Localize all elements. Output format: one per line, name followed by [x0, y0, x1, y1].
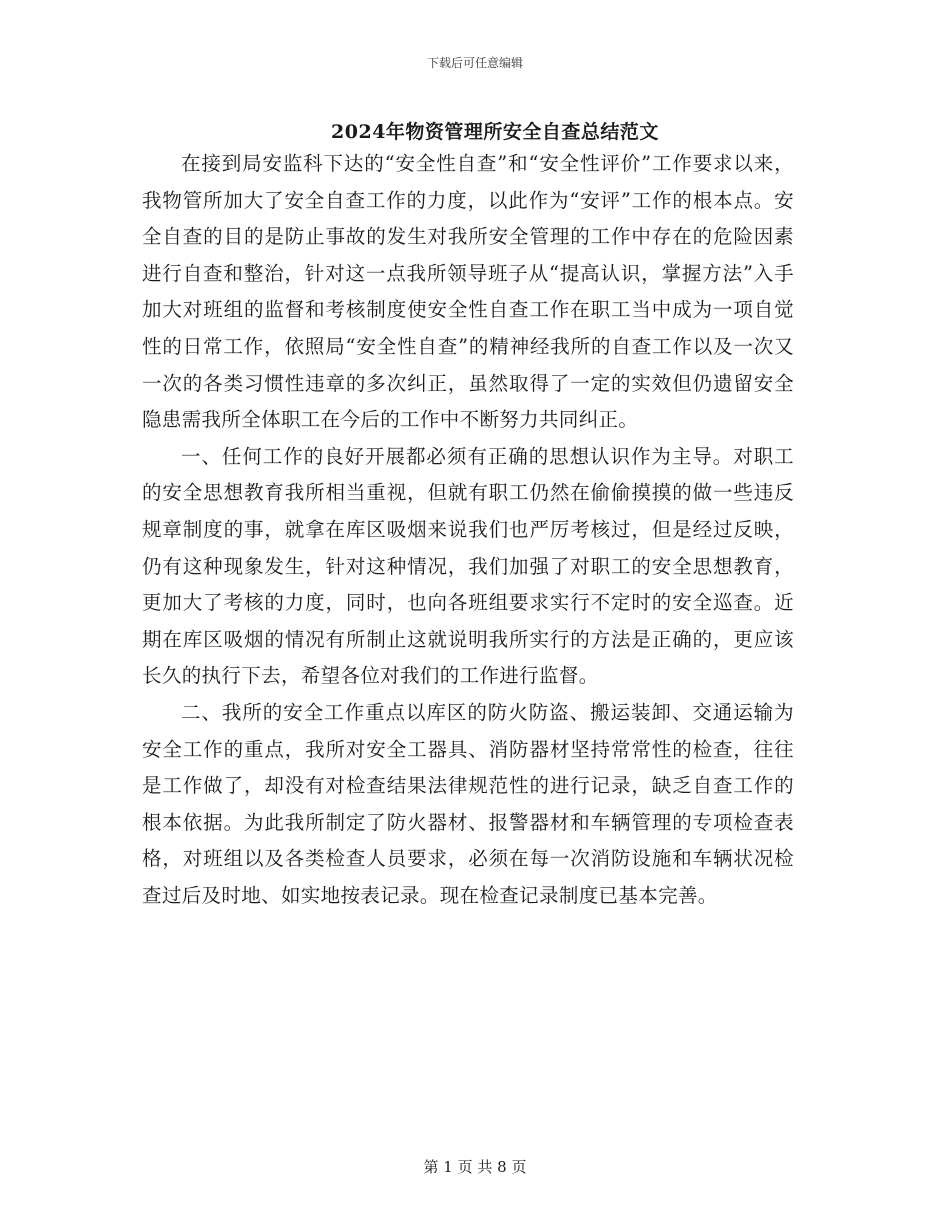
header-note: 下载后可任意编辑 [426, 56, 523, 70]
paragraph-intro: 在接到局安监科下达的“安全性自查”和“安全性评价”工作要求以来，我物管所加大了安全自查工作的力度，以此作为“安评”工作的根本点。安全自查的目的是防止事故的发生对我所安全管理的工作中存在的危险因素进行自查和整治，针对这一点我所领导班子从“提高认识，掌握方法”入手加大对班组的监督和考核制度使安全性自查工作在职工当中成为一项自觉性的日常工作，依照局“安全性自查”的精神经我所的自查工作以及一次又一次的各类习惯性违章的多次纠正，虽然取得了一定的实效但仍遗留安全隐患需我所全体职工在今后的工作中不断努力共同纠正。 [142, 152, 794, 432]
paragraph-section-2: 二、我所的安全工作重点以库区的防火防盗、搬运装卸、交通运输为安全工作的重点，我所对安全工器具、消防器材坚持常常性的检查，往往是工作做了，却没有对检查结果法律规范性的进行记录，缺乏自查工作的根本依据。为此我所制定了防火器材、报警器材和车辆管理的专项检查表格，对班组以及各类检查人员要求，必须在每一次消防设施和车辆状况检查过后及时地、如实地按表记录。现在检查记录制度已基本完善。 [142, 700, 794, 907]
paragraph-section-1: 一、任何工作的良好开展都必须有正确的思想认识作为主导。对职工的安全思想教育我所相当重视，但就有职工仍然在偷偷摸摸的做一些违反规章制度的事，就拿在库区吸烟来说我们也严厉考核过，但是经过反映，仍有这种现象发生，针对这种情况，我们加强了对职工的安全思想教育，更加大了考核的力度，同时，也向各班组要求实行不定时的安全巡查。近期在库区吸烟的情况有所制止这就说明我所实行的方法是正确的，更应该长久的执行下去，希望各位对我们的工作进行监督。 [142, 444, 794, 688]
document-body [142, 146, 794, 914]
document-title: 2024年物资管理所安全自查总结范文 [331, 121, 659, 143]
page-number: 第 1 页 共 8 页 [423, 1158, 527, 1176]
